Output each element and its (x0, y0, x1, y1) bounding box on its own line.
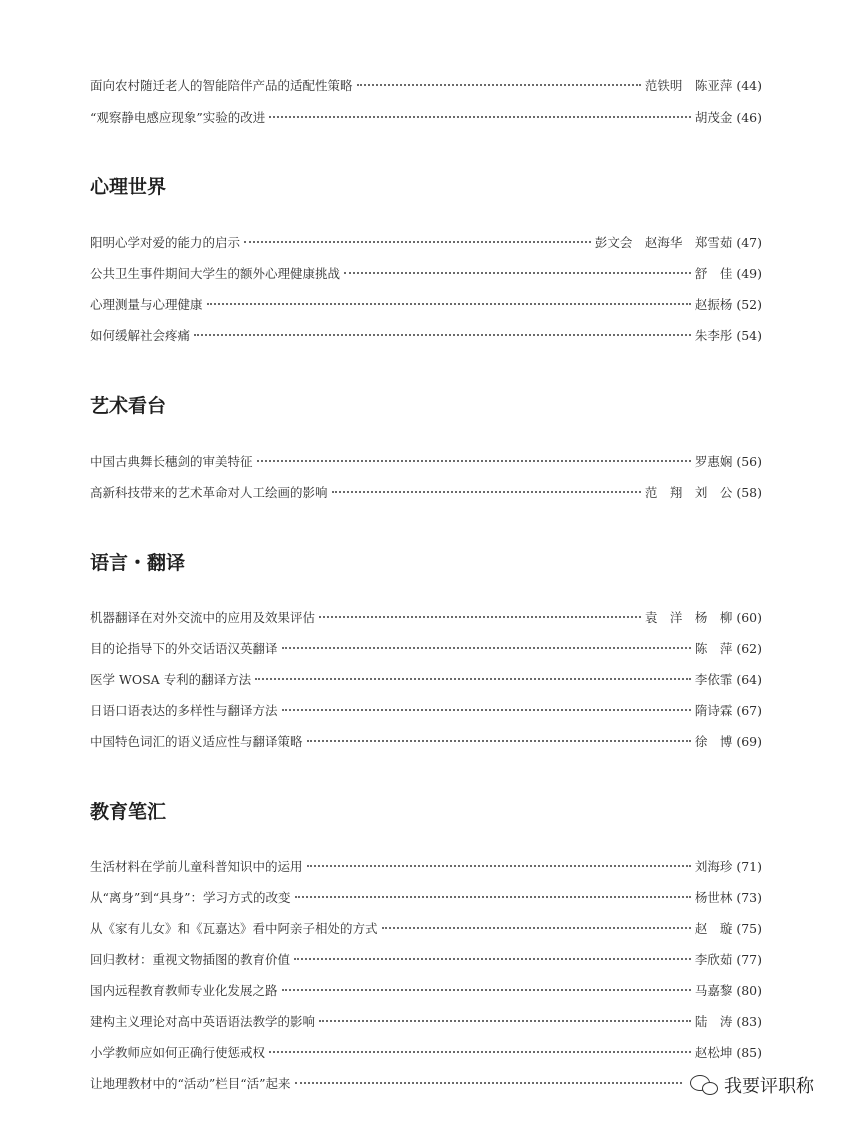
entry-title: 面向农村随迁老人的智能陪伴产品的适配性策略 (90, 78, 353, 93)
entry-authors: 范铁明 陈亚萍 (644, 78, 733, 93)
dot-leader (295, 1082, 682, 1084)
entry-page: (80) (736, 983, 762, 998)
dot-leader (282, 709, 691, 711)
entry-page: (75) (736, 921, 762, 936)
entry-authors: 罗惠娴 (694, 454, 733, 469)
toc-entry[interactable] (90, 1043, 762, 1063)
section-title: 教育笔汇 (90, 801, 167, 823)
entry-title: 小学教师应如何正确行使惩戒权 (90, 1045, 266, 1060)
entry-title: 高新科技带来的艺术革命对人工绘画的影响 (90, 485, 328, 500)
entry-authors: 陈 萍 (694, 641, 733, 656)
entry-authors: 胡茂金 (694, 110, 733, 125)
entry-title: 公共卫生事件期间大学生的额外心理健康挑战 (90, 266, 341, 281)
entry-page: (71) (736, 859, 762, 874)
toc-entry[interactable] (90, 108, 762, 128)
dot-leader (307, 865, 691, 867)
toc-entry[interactable] (90, 857, 762, 877)
toc-entry[interactable] (90, 452, 762, 472)
entry-page: (64) (736, 672, 762, 687)
entry-title: 从《家有儿女》和《瓦嘉达》看中阿亲子相处的方式 (90, 921, 378, 936)
toc-entry[interactable] (90, 981, 762, 1001)
entry-title: 中国特色词汇的语义适应性与翻译策略 (90, 734, 303, 749)
dot-leader (382, 927, 691, 929)
entry-title: 日语口语表达的多样性与翻译方法 (90, 703, 278, 718)
entry-title: 心理测量与心理健康 (90, 297, 203, 312)
toc-entry[interactable] (90, 76, 762, 96)
entry-authors: 马嘉黎 (694, 983, 733, 998)
dot-leader (269, 116, 691, 118)
toc-entry[interactable] (90, 639, 762, 659)
entry-authors: 范 翔 刘 公 (644, 485, 733, 500)
dot-leader (295, 896, 691, 898)
toc-entry[interactable] (90, 264, 762, 284)
entry-page: (85) (736, 1045, 762, 1060)
entry-authors: 舒 佳 (694, 266, 733, 281)
entry-title: 中国古典舞长穗剑的审美特征 (90, 454, 253, 469)
entry-page: (58) (736, 485, 762, 500)
entry-authors: 隋诗霖 (694, 703, 733, 718)
entry-page: (47) (736, 235, 762, 250)
toc-entry[interactable] (90, 1012, 762, 1032)
dot-leader (255, 678, 691, 680)
entry-authors: 朱李彤 (694, 328, 733, 343)
entry-page: (77) (736, 952, 762, 967)
toc-entry[interactable] (90, 1074, 690, 1094)
entry-page: (49) (736, 266, 762, 281)
entry-title: 从“离身”到“具身”：学习方式的改变 (90, 890, 291, 905)
entry-authors: 赵振杨 (694, 297, 733, 312)
entry-title: “观察静电感应现象”实验的改进 (90, 110, 266, 125)
entry-title: 医学 WOSA 专利的翻译方法 (90, 672, 252, 687)
dot-leader (344, 272, 691, 274)
entry-authors: 李依霏 (694, 672, 733, 687)
toc-entry[interactable] (90, 483, 762, 503)
entry-title: 回归教材：重视文物插图的教育价值 (90, 952, 291, 967)
entry-authors: 袁 洋 杨 柳 (644, 610, 733, 625)
entry-title: 建构主义理论对高中英语语法教学的影响 (90, 1014, 316, 1029)
dot-leader (244, 241, 591, 243)
entry-authors: 刘海珍 (694, 859, 733, 874)
entry-page: (60) (736, 610, 762, 625)
entry-authors: 赵松坤 (694, 1045, 733, 1060)
entry-title: 机器翻译在对外交流中的应用及效果评估 (90, 610, 316, 625)
dot-leader (282, 647, 691, 649)
dot-leader (307, 740, 691, 742)
watermark (690, 1072, 814, 1098)
dot-leader (319, 1020, 691, 1022)
toc-entry[interactable] (90, 701, 762, 721)
entry-page: (73) (736, 890, 762, 905)
entry-title: 生活材料在学前儿童科普知识中的运用 (90, 859, 303, 874)
entry-title: 国内远程教育教师专业化发展之路 (90, 983, 278, 998)
entry-page: (46) (736, 110, 762, 125)
entry-title: 让地理教材中的“活动”栏目“活”起来 (90, 1076, 291, 1091)
entry-page: (69) (736, 734, 762, 749)
toc-entry[interactable] (90, 732, 762, 752)
entry-title: 如何缓解社会疼痛 (90, 328, 191, 343)
entry-page: (54) (736, 328, 762, 343)
entry-authors: 赵 璇 (694, 921, 733, 936)
toc-entry[interactable] (90, 670, 762, 690)
watermark-text: 我要评职称 (724, 1076, 814, 1097)
entry-title: 目的论指导下的外交话语汉英翻译 (90, 641, 278, 656)
entry-page: (52) (736, 297, 762, 312)
dot-leader (269, 1051, 691, 1053)
toc-entry[interactable] (90, 326, 762, 346)
dot-leader (282, 989, 691, 991)
entry-page: (83) (736, 1014, 762, 1029)
wechat-icon (690, 1073, 720, 1097)
toc-entry[interactable] (90, 950, 762, 970)
entry-title: 阳明心学对爱的能力的启示 (90, 235, 241, 250)
entry-page: (62) (736, 641, 762, 656)
entry-authors: 杨世林 (694, 890, 733, 905)
section-title: 心理世界 (90, 176, 167, 198)
dot-leader (294, 958, 691, 960)
section-title: 语言・翻译 (90, 552, 186, 574)
dot-leader (207, 303, 691, 305)
dot-leader (257, 460, 691, 462)
entry-page: (44) (736, 78, 762, 93)
dot-leader (357, 84, 641, 86)
toc-entry[interactable] (90, 295, 762, 315)
entry-authors: 陆 涛 (694, 1014, 733, 1029)
entry-authors: 李欣茹 (694, 952, 733, 967)
toc-entry[interactable] (90, 608, 762, 628)
entry-authors: 徐 博 (694, 734, 733, 749)
toc-entry[interactable] (90, 233, 762, 253)
section-title: 艺术看台 (90, 395, 167, 417)
toc-entry[interactable] (90, 888, 762, 908)
entry-page: (67) (736, 703, 762, 718)
entry-page: (56) (736, 454, 762, 469)
dot-leader (194, 334, 691, 336)
entry-authors: 彭文会 赵海华 郑雪茹 (594, 235, 733, 250)
dot-leader (319, 616, 641, 618)
dot-leader (332, 491, 641, 493)
toc-entry[interactable] (90, 919, 762, 939)
